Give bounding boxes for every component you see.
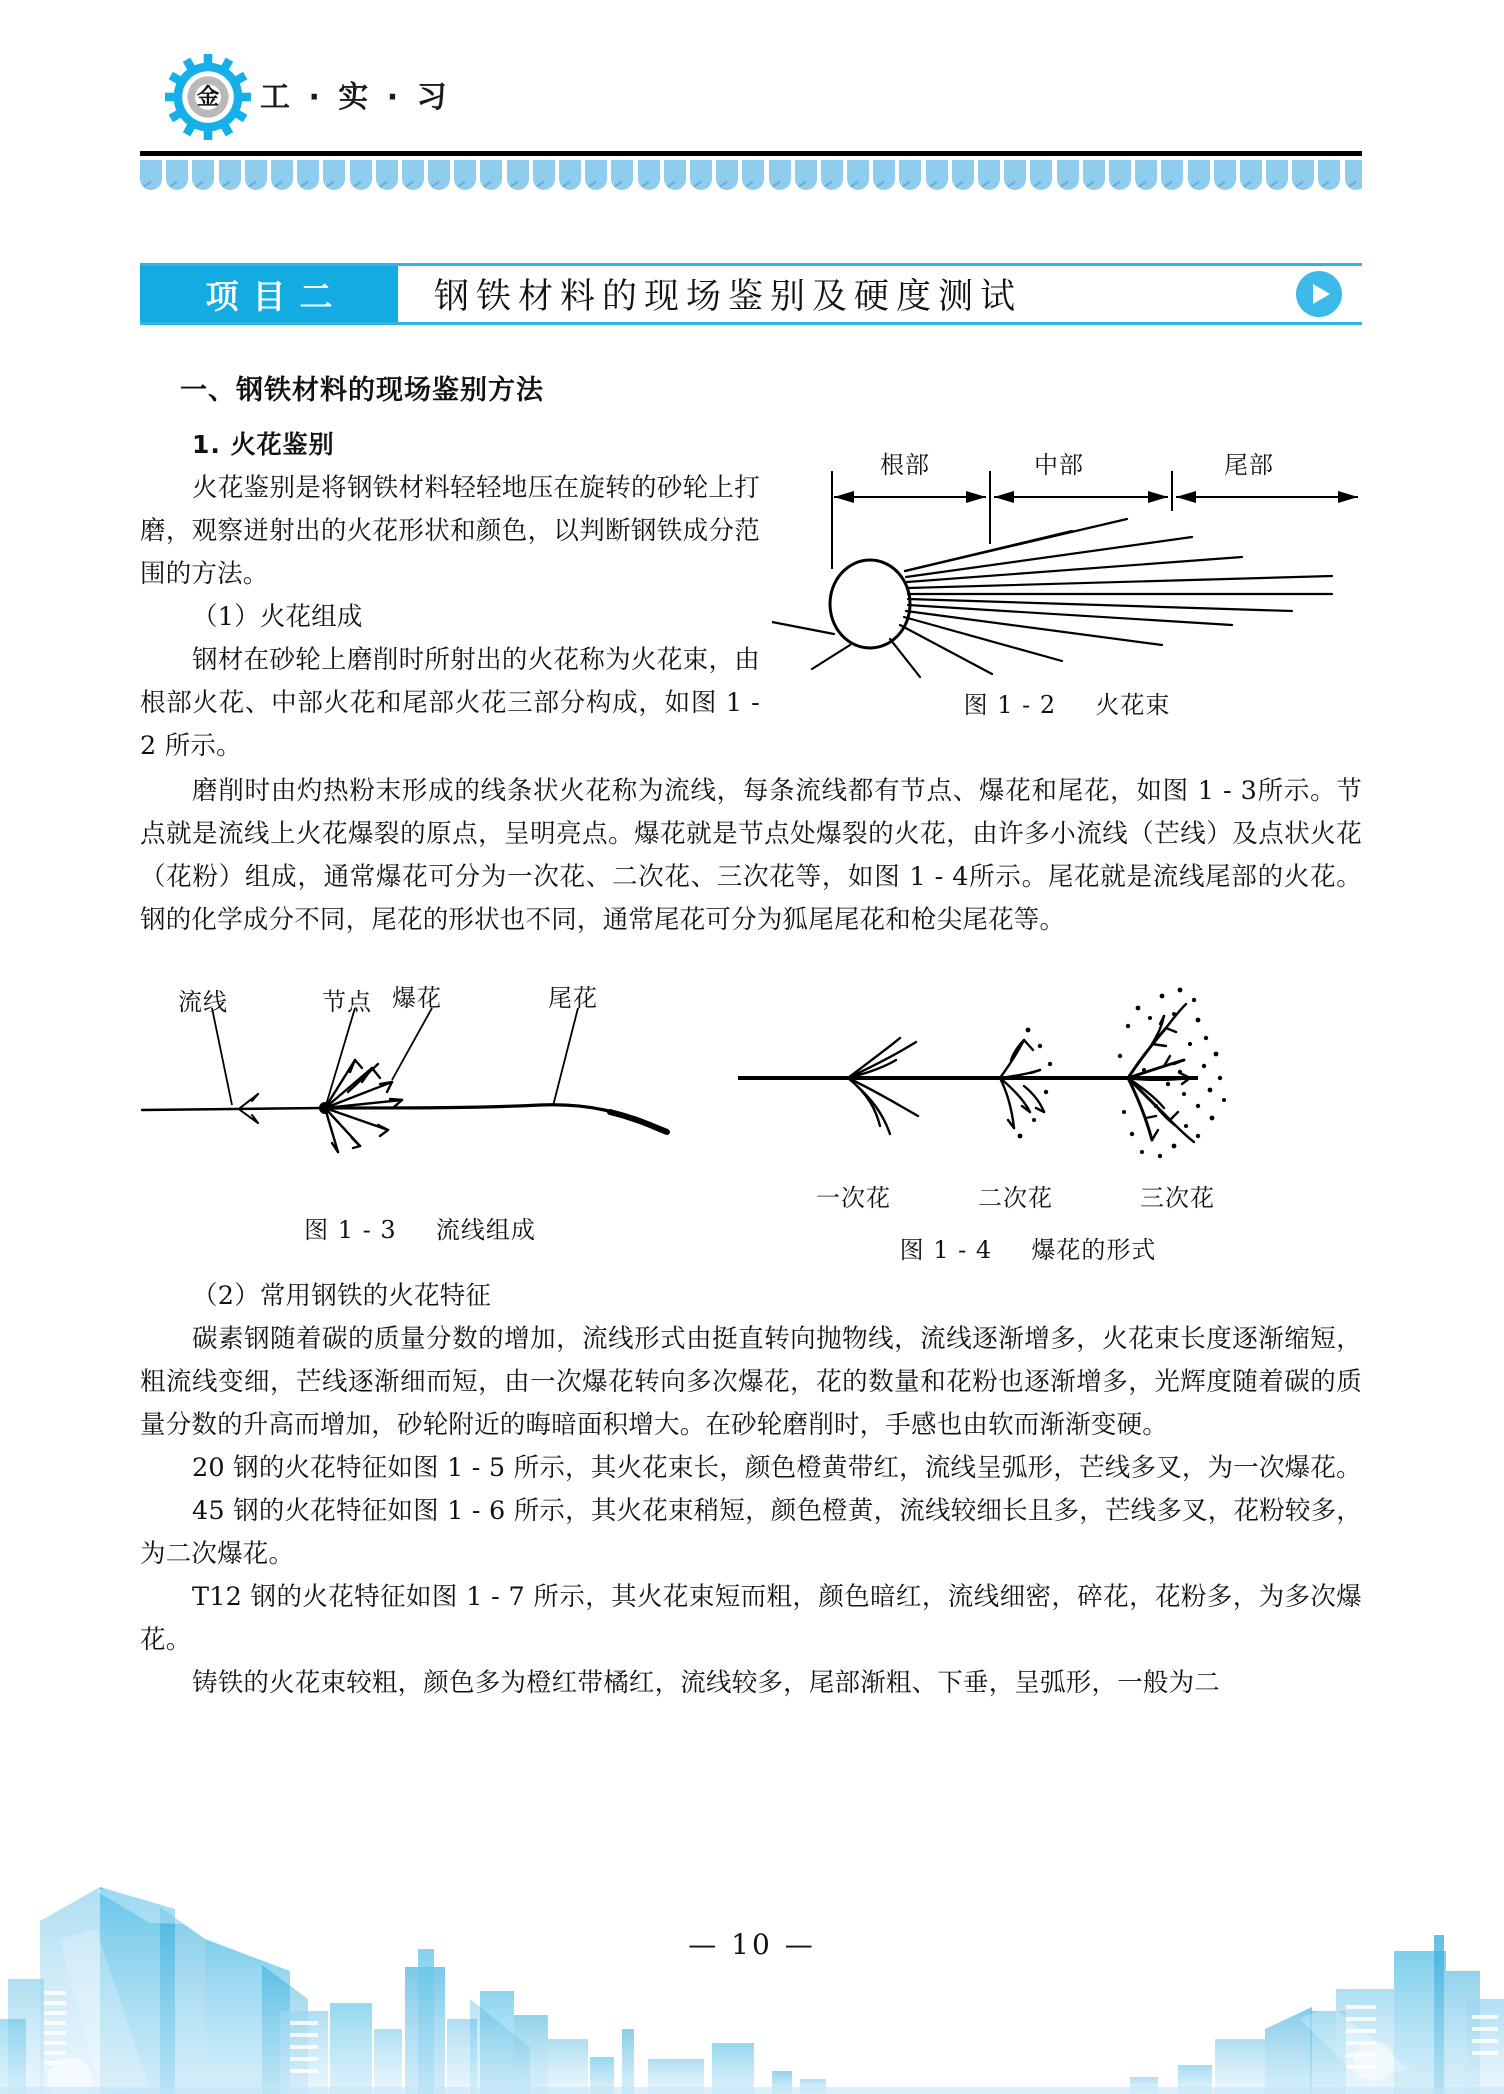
paragraph-5: 20 钢的火花特征如图 1 - 5 所示，其火花束长，颜色橙黄带红，流线呈弧形，芒线多叉，为一次爆花。 [192, 1453, 1362, 1483]
paragraph-2: 钢材在砂轮上磨削时所射出的火花称为火花束，由根部火花、中部火花和尾部火花三部分构成，如图 1 - 2 所示。 [140, 645, 760, 761]
page-number: — 10 — [688, 1928, 816, 1961]
figure-1-4-label-1: 二次花 [978, 1184, 1053, 1212]
running-head-title: 工 · 实 · 习 [260, 80, 451, 115]
logo-char: 金 [196, 84, 220, 110]
wrapped-text-column [140, 467, 760, 768]
figure-1-2-label-1: 中部 [1034, 451, 1084, 479]
paragraph-3: 磨削时由灼热粉末形成的线条状火花称为流线，每条流线都有节点、爆花和尾花，如图 1 - 3所示。节点就是流线上火花爆裂的原点，呈明亮点。爆花就是节点处爆裂的火花，由许多小流线（芒线）及点状火花（花粉）组成，通常爆花可分为一次花、二次花、三次花等，如图 1 - 4所示。尾花就是流线尾部的火花。钢的化学成分不同，尾花的形状也不同，通常尾花可分为狐尾尾花和枪尖尾花等。 [140, 776, 1362, 935]
play-icon [1296, 271, 1342, 317]
paragraph-1: 火花鉴别是将钢铁材料轻轻地压在旋转的砂轮上打磨，观察迸射出的火花形状和颜色，以判断钢铁成分范围的方法。 [140, 473, 760, 589]
figure-1-4-caption-text: 爆花的形式 [1031, 1236, 1157, 1264]
paragraph-8: 铸铁的火花束较粗，颜色多为橙红带橘红，流线较多，尾部渐粗、下垂，呈弧形，一般为二 [192, 1668, 1221, 1698]
subsection-heading-1: 1. 火花鉴别 [192, 430, 335, 459]
text-figure-wrap-region [140, 451, 1362, 768]
figure-1-2-caption-text: 火花束 [1095, 691, 1171, 719]
paragraph-7: T12 钢的火花特征如图 1 - 7 所示，其火花束短而粗，颜色暗红，流线细密，碎花，花粉多，为多次爆花。 [140, 1582, 1362, 1655]
figure-1-3-label-0: 流线 [178, 988, 228, 1016]
figure-1-2-label-0: 根部 [880, 451, 930, 479]
paragraph-4: 碳素钢随着碳的质量分数的增加，流线形式由挺直转向抛物线，流线逐渐增多，火花束长度逐渐缩短，粗流线变细，芒线逐渐细而短，由一次爆花转向多次爆花，花的数量和花粉也逐渐增多，光辉度随着碳的质量分数的升高而增加，砂轮附近的晦暗面积增大。在砂轮磨削时，手感也由软而渐渐变硬。 [140, 1324, 1362, 1440]
figure-1-4-artwork [728, 960, 1328, 1212]
figure-1-3-label-3: 尾花 [548, 984, 598, 1012]
figure-1-2-caption [772, 685, 1362, 720]
running-head-rule [140, 151, 1362, 156]
scallop-decoration [140, 160, 1362, 194]
project-title: 钢铁材料的现场鉴别及硬度测试 [434, 277, 1023, 317]
paragraph-6: 45 钢的火花特征如图 1 - 6 所示，其火花束稍短，颜色橙黄，流线较细长且多，芒线多叉，花粉较多，为二次爆花。 [140, 1496, 1362, 1569]
figure-1-3-caption-text: 流线组成 [435, 1216, 536, 1244]
figure-row [140, 960, 1362, 1265]
figure-1-2-artwork [772, 449, 1362, 679]
figure-1-3-caption [140, 1210, 700, 1245]
figure-1-4-caption [728, 1230, 1328, 1265]
running-head [140, 48, 1370, 158]
project-banner [140, 263, 1362, 325]
figure-1-2-caption-number: 图 1 - 2 [963, 691, 1057, 719]
figure-1-4-label-2: 三次花 [1140, 1184, 1215, 1212]
page-content [140, 368, 1362, 1705]
project-number-tag: 项目二 [140, 266, 398, 322]
figure-1-2 [772, 449, 1362, 720]
figure-1-4-label-0: 一次花 [816, 1184, 891, 1212]
figure-1-4 [728, 960, 1328, 1265]
figure-1-3 [140, 960, 700, 1265]
section-heading: 一、钢铁材料的现场鉴别方法 [180, 375, 544, 406]
gear-logo-icon [165, 54, 251, 140]
figure-1-3-label-2: 爆花 [392, 984, 442, 1012]
figure-1-3-label-1: 节点 [322, 988, 372, 1016]
paragraph-2-heading: （1）火花组成 [192, 602, 363, 632]
figure-1-3-artwork [140, 960, 700, 1180]
figure-1-2-label-2: 尾部 [1224, 451, 1274, 479]
figure-1-4-caption-number: 图 1 - 4 [899, 1236, 993, 1264]
paragraph-4-heading: （2）常用钢铁的火花特征 [192, 1281, 492, 1311]
play-button[interactable] [1276, 266, 1362, 322]
figure-1-3-caption-number: 图 1 - 3 [304, 1216, 397, 1244]
skyline-decoration [0, 1879, 1504, 2094]
